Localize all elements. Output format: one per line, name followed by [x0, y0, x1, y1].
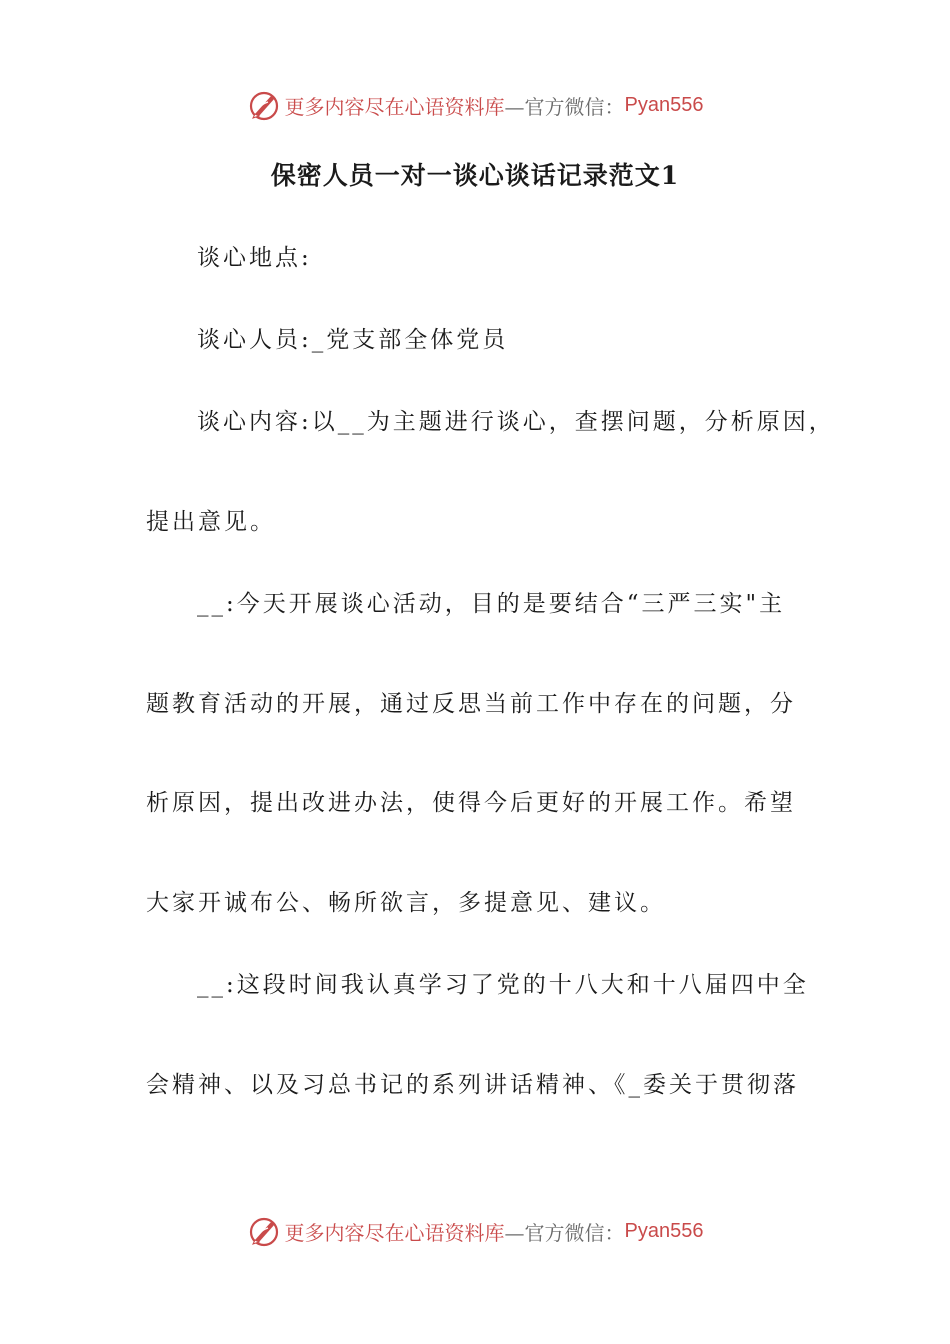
banner-wechat-id: Pyan556: [624, 93, 704, 116]
text-line: 析原因，提出改进办法，使得今后更好的开展工作。希望: [146, 790, 796, 816]
text-line: 会精神、以及习总书记的系列讲话精神、《_委关于贯彻落: [146, 1072, 799, 1098]
banner-wechat-label: —官方微信：: [504, 1220, 625, 1245]
text-line: 提出意见。: [146, 509, 276, 535]
header-banner: [0, 83, 950, 127]
text-line: __:这段时间我认真学习了党的十八大和十八届四中全: [197, 972, 809, 998]
document-title: 保密人员一对一谈心谈话记录范文1: [270, 161, 680, 190]
banner-wechat-label: —官方微信：: [504, 94, 625, 119]
text-line: 谈心人员:_党支部全体党员: [197, 327, 509, 353]
pen-logo-icon: [247, 88, 281, 122]
text-line: 题教育活动的开展，通过反思当前工作中存在的问题，分: [146, 691, 796, 717]
text-line: 谈心地点:: [197, 245, 312, 271]
text-line: 大家开诚布公、畅所欲言，多提意见、建议。: [146, 890, 666, 916]
banner-wechat-id: Pyan556: [624, 1219, 704, 1242]
footer-banner: [0, 1209, 950, 1253]
text-line: __:今天开展谈心活动，目的是要结合“三严三实"主: [197, 591, 786, 617]
text-line: 谈心内容:以__为主题进行谈心，查摆问题，分析原因，: [197, 409, 835, 435]
banner-site-name: 更多内容尽在心语资料库: [284, 94, 505, 119]
pen-logo-icon: [247, 1214, 281, 1248]
banner-site-name: 更多内容尽在心语资料库: [284, 1220, 505, 1245]
